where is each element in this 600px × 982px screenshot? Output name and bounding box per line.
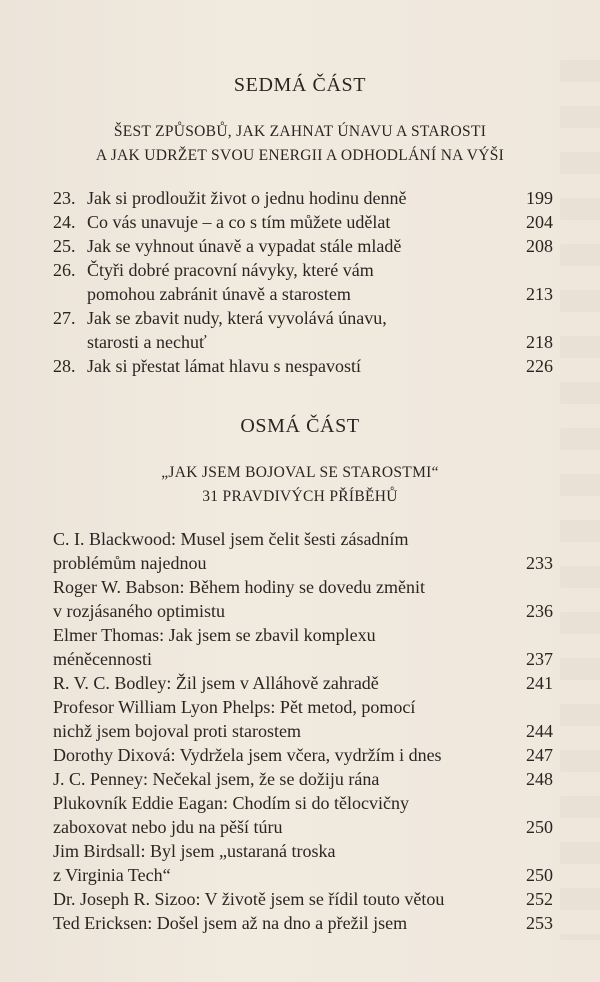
page-number: 244 — [526, 721, 553, 741]
story-title-line — [53, 647, 553, 671]
chapter-title-line — [87, 330, 553, 354]
story-title-line — [53, 863, 553, 887]
page-number: 236 — [526, 601, 553, 621]
chapter-title-text: Co vás unavuje – a co s tím můžete udělat — [87, 212, 391, 232]
story-title-line — [53, 887, 553, 911]
chapter-number: 23. — [53, 188, 76, 208]
toc-entry — [53, 210, 553, 234]
story-title-line — [53, 551, 553, 575]
toc-entry — [53, 527, 553, 575]
page-number: 218 — [526, 332, 553, 352]
chapter-title-line — [87, 306, 553, 330]
chapter-title-text: Jak se zbavit nudy, která vyvolává únavu, — [87, 308, 387, 328]
chapter-title-text: Čtyři dobré pracovní návyky, které vám — [87, 260, 374, 280]
page-number: 208 — [526, 236, 553, 256]
part7-subtitle-line2: A JAK UDRŽET SVOU ENERGII A ODHODLÁNÍ NA VÝŠI — [95, 147, 505, 164]
chapter-title-line — [87, 258, 553, 282]
toc-entry — [53, 887, 553, 911]
chapter-number: 25. — [53, 236, 76, 256]
chapter-title-line — [87, 354, 553, 378]
toc-entry — [53, 911, 553, 935]
page-number: 250 — [526, 817, 553, 837]
story-title-line — [53, 815, 553, 839]
story-title-text: méněcennosti — [53, 649, 152, 669]
part7-contents-list — [53, 186, 553, 378]
page-number: 250 — [526, 865, 553, 885]
toc-entry — [53, 623, 553, 671]
chapter-number: 28. — [53, 356, 76, 376]
page-number: 226 — [526, 356, 553, 376]
toc-entry — [53, 695, 553, 743]
story-title-line — [53, 839, 553, 863]
story-title-text: v rozjásaného optimistu — [53, 601, 225, 621]
chapter-title — [87, 258, 553, 306]
toc-entry — [53, 839, 553, 887]
story-title-text: Dr. Joseph R. Sizoo: V životě jsem se řídil touto větou — [53, 889, 445, 909]
chapter-title-line — [87, 186, 553, 210]
chapter-title — [87, 354, 553, 378]
chapter-title-text: starosti a nechuť — [87, 332, 207, 352]
chapter-title — [87, 234, 553, 258]
part8-subtitle-line1: „JAK JSEM BOJOVAL SE STAROSTMI“ — [161, 464, 439, 481]
page-number: 237 — [526, 649, 553, 669]
chapter-title — [87, 186, 553, 210]
story-title-text: nichž jsem bojoval proti starostem — [53, 721, 301, 741]
story-title-text: R. V. C. Bodley: Žil jsem v Alláhově zahradě — [53, 673, 379, 693]
page-number: 252 — [526, 889, 553, 909]
page-number: 241 — [526, 673, 553, 693]
page-number: 253 — [526, 913, 553, 933]
chapter-title-line — [87, 234, 553, 258]
chapter-title-line — [87, 282, 553, 306]
toc-entry — [53, 354, 553, 378]
chapter-title-text: Jak si přestat lámat hlavu s nespavostí — [87, 356, 361, 376]
part8-contents-list — [53, 527, 553, 935]
page-number: 247 — [526, 745, 553, 765]
page-number: 199 — [526, 188, 553, 208]
story-title-text: J. C. Penney: Nečekal jsem, že se dožiju rána — [53, 769, 380, 789]
story-title-line — [53, 695, 553, 719]
chapter-title-line — [87, 210, 553, 234]
toc-entry — [53, 306, 553, 354]
story-title-line — [53, 743, 553, 767]
toc-entry — [53, 791, 553, 839]
part7-subtitle-line1: ŠEST ZPŮSOBŮ, JAK ZAHNAT ÚNAVU A STAROSTI — [113, 123, 487, 140]
story-title-text: Plukovník Eddie Eagan: Chodím si do tělocvičny — [53, 793, 409, 813]
chapter-title-text: Jak si prodloužit život o jednu hodinu denně — [87, 188, 407, 208]
chapter-number: 26. — [53, 260, 76, 280]
story-title-text: z Virginia Tech“ — [53, 865, 171, 885]
story-title-line — [53, 719, 553, 743]
chapter-number: 27. — [53, 308, 76, 328]
toc-entry — [53, 258, 553, 306]
story-title-line — [53, 623, 553, 647]
toc-entry — [53, 575, 553, 623]
story-title-text: Roger W. Babson: Během hodiny se dovedu změnit — [53, 577, 425, 597]
toc-entry — [53, 234, 553, 258]
story-title-text: Elmer Thomas: Jak jsem se zbavil komplexu — [53, 625, 376, 645]
story-title-line — [53, 575, 553, 599]
chapter-number: 24. — [53, 212, 76, 232]
story-title-text: C. I. Blackwood: Musel jsem čelit šesti zásadním — [53, 529, 409, 549]
chapter-title-text: pomohou zabránit únavě a starostem — [87, 284, 351, 304]
toc-entry — [53, 671, 553, 695]
part8-title: OSMÁ ČÁST — [240, 415, 360, 437]
story-title-text: problémům najednou — [53, 553, 207, 573]
story-title-text: Dorothy Dixová: Vydržela jsem včera, vydržím i dnes — [53, 745, 442, 765]
story-title-text: zaboxovat nebo jdu na pěší túru — [53, 817, 283, 837]
page-number: 204 — [526, 212, 553, 232]
story-title-line — [53, 599, 553, 623]
story-title-text: Profesor William Lyon Phelps: Pět metod, pomocí — [53, 697, 416, 717]
page-number: 213 — [526, 284, 553, 304]
story-title-text: Ted Ericksen: Došel jsem až na dno a přežil jsem — [53, 913, 408, 933]
chapter-title — [87, 306, 553, 354]
toc-entry — [53, 743, 553, 767]
story-title-line — [53, 527, 553, 551]
chapter-title — [87, 210, 553, 234]
story-title-line — [53, 911, 553, 935]
part7-title: SEDMÁ ČÁST — [233, 74, 367, 96]
toc-entry — [53, 186, 553, 210]
story-title-line — [53, 671, 553, 695]
toc-entry — [53, 767, 553, 791]
story-title-line — [53, 791, 553, 815]
page-number: 233 — [526, 553, 553, 573]
part8-subtitle-line2: 31 PRAVDIVÝCH PŘÍBĚHŮ — [202, 488, 398, 505]
story-title-text: Jim Birdsall: Byl jsem „ustaraná troska — [53, 841, 336, 861]
story-title-line — [53, 767, 553, 791]
chapter-title-text: Jak se vyhnout únavě a vypadat stále mladě — [87, 236, 402, 256]
page-number: 248 — [526, 769, 553, 789]
